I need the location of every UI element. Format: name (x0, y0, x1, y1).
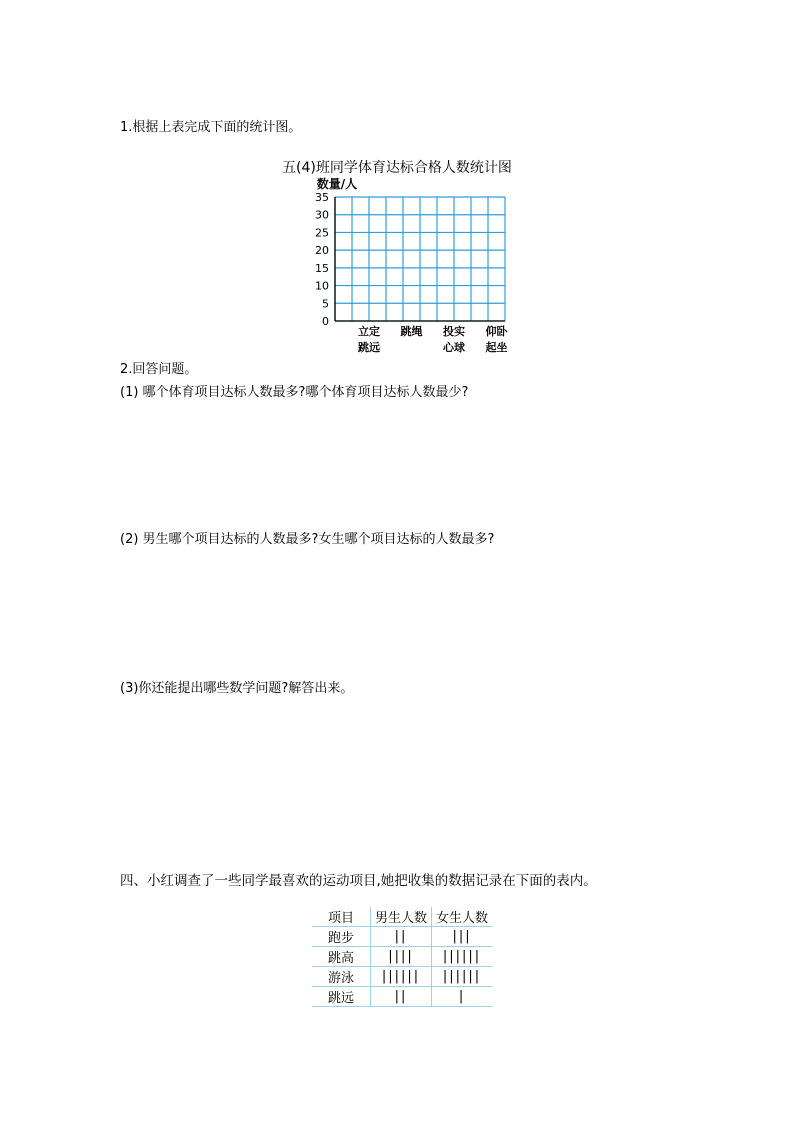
tally-table (312, 907, 492, 1007)
x-category-label: 跳绳 (400, 325, 423, 338)
question-2-sub-2: (2) 男生哪个项目达标的人数最多?女生哪个项目达标的人数最多? (120, 532, 495, 547)
tally-girls: |||||| (432, 967, 493, 987)
y-tick-label: 5 (322, 297, 329, 311)
bar-chart-grid (300, 176, 520, 362)
table-row (312, 987, 492, 1007)
y-tick-label: 25 (315, 226, 329, 240)
tally-boys: || (371, 927, 432, 947)
tally-boys: |||| (371, 947, 432, 967)
header-girls: 女生人数 (432, 907, 493, 927)
x-category-label: 仰卧 (485, 325, 508, 338)
table-header-row (312, 907, 492, 927)
tally-girls: |||||| (432, 947, 493, 967)
question-2-heading: 2.回答问题。 (120, 362, 198, 377)
y-tick-label: 0 (322, 315, 329, 328)
header-item: 项目 (312, 907, 371, 927)
header-boys: 男生人数 (371, 907, 432, 927)
row-label: 跳高 (312, 947, 371, 967)
row-label: 跑步 (312, 927, 371, 947)
x-category-label: 心球 (443, 341, 465, 354)
x-category-label: 立定 (358, 325, 380, 338)
row-label: 游泳 (312, 967, 371, 987)
tally-boys: |||||| (371, 967, 432, 987)
chart-title: 五(4)班同学体育达标合格人数统计图 (282, 160, 512, 176)
y-tick-label: 30 (315, 208, 329, 222)
y-tick-label: 35 (315, 191, 329, 204)
y-tick-label: 15 (315, 261, 329, 275)
y-tick-label: 20 (315, 244, 329, 258)
row-label: 跳远 (312, 987, 371, 1007)
tally-girls: | (432, 987, 493, 1007)
question-1-text: 1.根据上表完成下面的统计图。 (120, 120, 302, 135)
question-2-sub-3: (3)你还能提出哪些数学问题?解答出来。 (120, 681, 354, 696)
tally-girls: ||| (432, 927, 493, 947)
table-row (312, 927, 492, 947)
y-tick-label: 10 (315, 279, 329, 293)
question-2-sub-1: (1) 哪个体育项目达标人数最多?哪个体育项目达标人数最少? (120, 385, 469, 400)
tally-boys: || (371, 987, 432, 1007)
x-category-label: 起坐 (485, 341, 508, 354)
x-category-label: 投实 (443, 325, 465, 338)
x-category-label: 跳远 (358, 341, 380, 354)
section-4-text: 四、小红调查了一些同学最喜欢的运动项目,她把收集的数据记录在下面的表内。 (120, 873, 597, 889)
y-axis-label: 数量/人 (316, 177, 358, 191)
table-row (312, 947, 492, 967)
table-row (312, 967, 492, 987)
